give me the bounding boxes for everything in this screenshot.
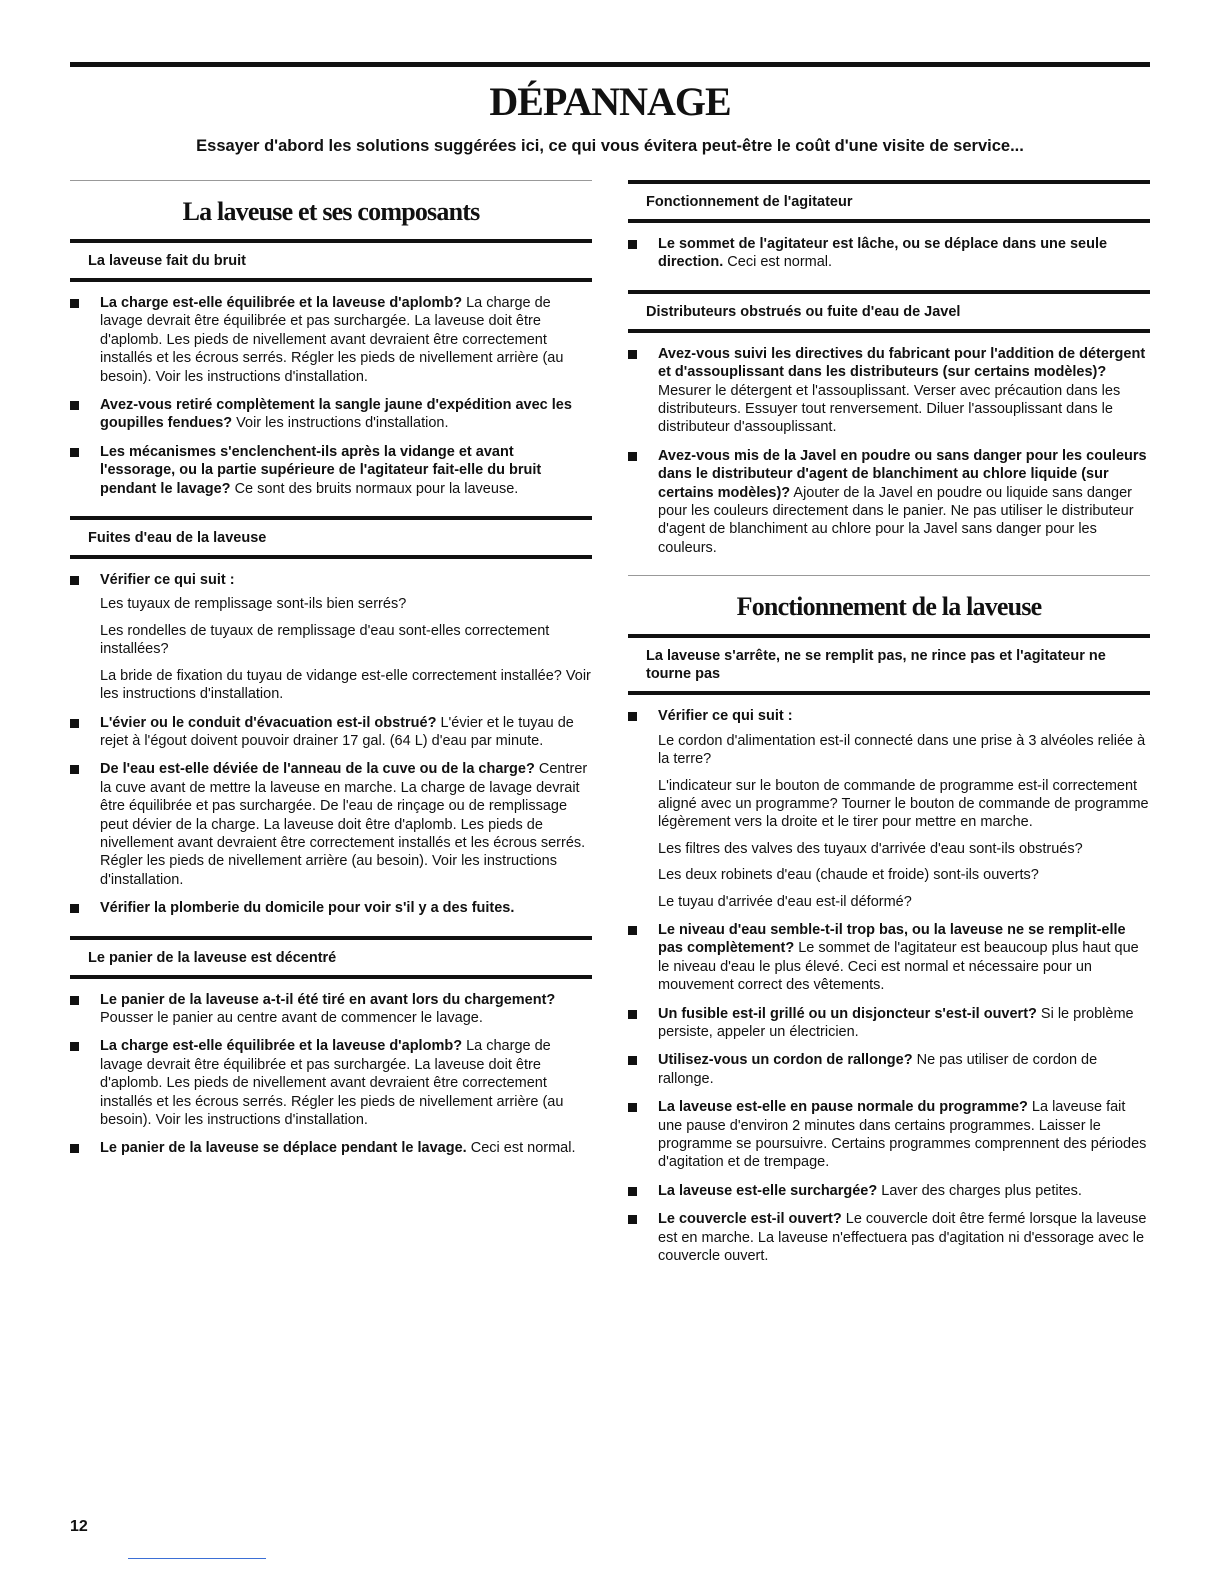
- page-title: DÉPANNAGE: [489, 79, 731, 124]
- list-item: [628, 707, 1150, 911]
- bullet-icon: [628, 1215, 637, 1224]
- answer: Pousser le panier au centre avant de commencer le lavage.: [100, 1009, 483, 1026]
- list-item: [70, 991, 592, 1028]
- list-item: [628, 1182, 1150, 1200]
- issue-list-arret: [628, 695, 1150, 1283]
- question: Avez-vous retiré complètement la sangle jaune d'expédition avec les goupilles fendues?: [100, 397, 572, 432]
- answer: Ce sont des bruits normaux pour la laveuse.: [230, 480, 519, 497]
- answer: Mesurer le détergent et l'assouplissant. Verser avec précaution dans les distributeurs. Essuyer tout renversement. Diluer l'assouplissant dans le distributeur d'assouplissant.: [658, 382, 1121, 436]
- question: Le sommet de l'agitateur est lâche, ou se déplace dans une seule direction.: [658, 236, 1108, 271]
- bullet-icon: [628, 452, 637, 461]
- check-label: Vérifier ce qui suit :: [658, 708, 793, 725]
- list-item: [628, 921, 1150, 995]
- answer: La charge de lavage devrait être équilibrée et pas surchargée. La laveuse doit être d'aplomb. Les pieds de nivellement avant devraient être correctement installés et les écrous serrés. Régler les pieds de nivellement arrière (au besoin). Voir les instructions d'installation.: [100, 1038, 564, 1128]
- answer: Laver des charges plus petites.: [877, 1182, 1082, 1199]
- check-item: Les filtres des valves des tuyaux d'arrivée d'eau sont-ils obstrués?: [658, 840, 1083, 857]
- bullet-icon: [70, 719, 79, 728]
- issue-list-distributeurs: [628, 333, 1150, 575]
- issue-list-bruit: [70, 282, 592, 516]
- bullet-icon: [70, 401, 79, 410]
- bullet-icon: [628, 240, 637, 249]
- question: Vérifier la plomberie du domicile pour voir s'il y a des fuites.: [100, 900, 515, 917]
- top-rule: [70, 62, 1150, 67]
- page-number: 12: [70, 1518, 88, 1535]
- list-item: [628, 447, 1150, 557]
- answer: Ceci est normal.: [723, 254, 833, 271]
- subsection-heading-bruit: La laveuse fait du bruit: [70, 239, 592, 282]
- question: Avez-vous suivi les directives du fabricant pour l'addition de détergent et d'assouplissant dans les distributeurs (sur certains modèles)?: [658, 345, 1146, 381]
- intro-text: Essayer d'abord les solutions suggérées ici, ce qui vous évitera peut-être le coût d'une visite de service...: [196, 137, 1024, 155]
- question: Le couvercle est-il ouvert?: [658, 1211, 842, 1228]
- question: La laveuse est-elle surchargée?: [658, 1182, 878, 1199]
- list-item: [70, 760, 592, 889]
- list-item: [70, 714, 592, 751]
- bullet-icon: [70, 448, 79, 457]
- subsection-heading-panier: Le panier de la laveuse est décentré: [70, 936, 592, 979]
- check-item: Le tuyau d'arrivée d'eau est-il déformé?: [658, 893, 912, 910]
- list-item: [628, 235, 1150, 272]
- check-item: Le cordon d'alimentation est-il connecté dans une prise à 3 alvéoles reliée à la terre?: [658, 732, 1146, 768]
- list-item: [628, 1098, 1150, 1172]
- bullet-icon: [70, 996, 79, 1005]
- bullet-icon: [70, 904, 79, 913]
- right-column: [628, 180, 1150, 1283]
- check-item: Les tuyaux de remplissage sont-ils bien serrés?: [100, 596, 407, 613]
- bullet-icon: [70, 1042, 79, 1051]
- answer: Le sommet de l'agitateur est beaucoup plus haut que le niveau d'eau le plus élevé. Ceci est normal et nécessaire pour un mouvement correct des vêtements.: [658, 940, 1139, 994]
- answer: Si le problème persiste, appeler un électricien.: [658, 1005, 1134, 1040]
- bullet-icon: [70, 299, 79, 308]
- list-item: [628, 1051, 1150, 1088]
- issue-list-panier: [70, 979, 592, 1176]
- answer: Voir les instructions d'installation.: [232, 415, 449, 432]
- section-title-laveuse-composants: La laveuse et ses composants: [182, 197, 480, 226]
- bullet-icon: [628, 1056, 637, 1065]
- question: Utilisez-vous un cordon de rallonge?: [658, 1052, 913, 1069]
- answer: Ajouter de la Javel en poudre ou liquide sans danger pour les couleurs directement dans le panier. Ne pas utiliser le distributeur d'agent de blanchiment au chlore pour la Javel sans danger pour les couleurs.: [658, 484, 1134, 556]
- bullet-icon: [628, 1010, 637, 1019]
- list-item: [70, 1139, 592, 1157]
- question: L'évier ou le conduit d'évacuation est-il obstrué?: [100, 714, 437, 731]
- section-title-fonctionnement: Fonctionnement de la laveuse: [736, 592, 1042, 622]
- question: La charge est-elle équilibrée et la laveuse d'aplomb?: [100, 1038, 463, 1055]
- answer: Le couvercle doit être fermé lorsque la laveuse est en marche. La laveuse n'effectuera pas d'agitation ni d'essorage avec le couvercle ouvert.: [658, 1211, 1147, 1265]
- question: Le niveau d'eau semble-t-il trop bas, ou la laveuse ne se remplit-elle pas complètement?: [658, 921, 1126, 957]
- subsection-heading-arret: La laveuse s'arrête, ne se remplit pas, ne rince pas et l'agitateur ne tourne pas: [628, 634, 1150, 695]
- list-item: [70, 1037, 592, 1129]
- bullet-icon: [70, 576, 79, 585]
- list-item: [628, 1005, 1150, 1042]
- subsection-heading-agitateur: Fonctionnement de l'agitateur: [628, 180, 1150, 223]
- answer: L'évier et le tuyau de rejet à l'égout doivent pouvoir drainer 17 gal. (64 L) d'eau par minute.: [100, 714, 574, 749]
- list-item: [628, 345, 1150, 437]
- bullet-icon: [628, 1187, 637, 1196]
- bottom-link-underline: [128, 1558, 266, 1559]
- bullet-icon: [70, 765, 79, 774]
- question: Un fusible est-il grillé ou un disjoncteur s'est-il ouvert?: [658, 1005, 1037, 1022]
- subsection-heading-fuites: Fuites d'eau de la laveuse: [70, 516, 592, 559]
- question: De l'eau est-elle déviée de l'anneau de la cuve ou de la charge?: [100, 761, 535, 778]
- bullet-icon: [628, 1103, 637, 1112]
- list-item: [70, 571, 592, 703]
- answer: Centrer la cuve avant de mettre la laveuse en marche. La charge de lavage devrait être équilibrée et pas surchargée. De l'eau de rinçage ou de remplissage peut dévier de la charge. La laveuse doit être d'aplomb. Les pieds de nivellement avant devraient être correctement installés et les écrous serrés. Régler les pieds de nivellement arrière (au besoin). Voir les instructions d'installation.: [100, 761, 588, 888]
- bullet-icon: [628, 350, 637, 359]
- question: La laveuse est-elle en pause normale du programme?: [658, 1099, 1028, 1116]
- check-item: Les rondelles de tuyaux de remplissage d'eau sont-elles correctement installées?: [100, 622, 550, 658]
- question: La charge est-elle équilibrée et la laveuse d'aplomb?: [100, 295, 463, 311]
- issue-list-fuites: [70, 559, 592, 936]
- answer: La laveuse fait une pause d'environ 2 minutes dans certains programmes. Laisser le programme se poursuivre. Certains programmes comprennent des périodes d'agitation et de trempage.: [658, 1099, 1147, 1171]
- check-item: La bride de fixation du tuyau de vidange est-elle correctement installée? Voir les instructions d'installation.: [100, 667, 591, 703]
- bullet-icon: [628, 712, 637, 721]
- check-label: Vérifier ce qui suit :: [100, 572, 235, 589]
- question: Le panier de la laveuse a-t-il été tiré en avant lors du chargement?: [100, 991, 556, 1008]
- issue-list-agitateur: [628, 223, 1150, 290]
- list-item: [70, 899, 592, 917]
- answer: Ceci est normal.: [466, 1140, 576, 1157]
- question: Avez-vous mis de la Javel en poudre ou sans danger pour les couleurs dans le distributeur d'agent de blanchiment au chlore liquide (sur certains modèles)?: [658, 447, 1147, 501]
- left-column: [70, 180, 592, 1176]
- list-item: [70, 443, 592, 498]
- subsection-heading-distributeurs: Distributeurs obstrués ou fuite d'eau de Javel: [628, 290, 1150, 333]
- bullet-icon: [628, 926, 637, 935]
- question: Les mécanismes s'enclenchent-ils après la vidange et avant l'essorage, ou la partie supérieure de l'agitateur fait-elle du bruit pendant le lavage?: [100, 443, 542, 497]
- question: Le panier de la laveuse se déplace pendant le lavage.: [100, 1140, 467, 1157]
- list-item: [70, 396, 592, 433]
- check-item: L'indicateur sur le bouton de commande de programme est-il correctement aligné avec un programme? Tourner le bouton de commande de programme légèrement vers la droite et le tirer pour mettre en marche.: [658, 777, 1149, 831]
- bullet-icon: [70, 1144, 79, 1153]
- answer: La charge de lavage devrait être équilibrée et pas surchargée. La laveuse doit être d'aplomb. Les pieds de nivellement avant devraient être correctement installés et les écrous serrés. Régler les pieds de nivellement arrière (au besoin). Voir les instructions d'installation.: [100, 295, 564, 385]
- answer: Ne pas utiliser de cordon de rallonge.: [658, 1052, 1098, 1087]
- list-item: [70, 294, 592, 386]
- check-item: Les deux robinets d'eau (chaude et froide) sont-ils ouverts?: [658, 867, 1039, 884]
- list-item: [628, 1210, 1150, 1265]
